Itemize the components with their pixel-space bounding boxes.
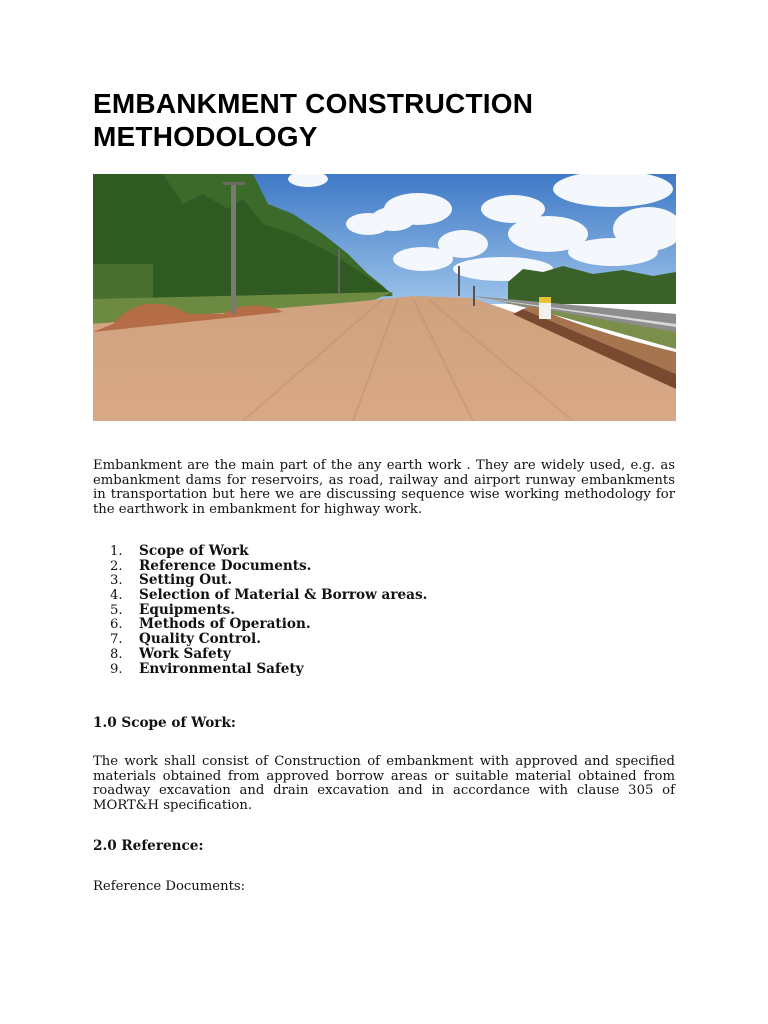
list-number: 7. bbox=[110, 632, 123, 648]
list-label: Reference Documents. bbox=[139, 557, 312, 574]
list-label: Selection of Material & Borrow areas. bbox=[139, 587, 428, 604]
scope-paragraph: The work shall consist of Construction of embankment with approved and specified materials obtained from approved borrow areas or suitable material obtained from roadway excavation and drain excavation and in accordance with clause 305 of MORT&H specification. bbox=[93, 754, 675, 814]
list-number: 2. bbox=[110, 558, 123, 574]
list-number: 9. bbox=[110, 661, 123, 677]
list-item bbox=[110, 662, 427, 677]
list-number: 6. bbox=[110, 617, 123, 633]
scope-heading: 1.0 Scope of Work: bbox=[93, 715, 236, 731]
list-label: Work Safety bbox=[139, 645, 231, 662]
road-construction-photo bbox=[93, 174, 676, 421]
list-item bbox=[110, 573, 427, 588]
page-title bbox=[93, 87, 653, 153]
list-label: Equipments. bbox=[139, 601, 235, 618]
list-item bbox=[110, 559, 427, 574]
intro-paragraph: Embankment are the main part of the any earth work . They are widely used, e.g. as embankment dams for reservoirs, as road, railway and airport runway embankments in transportation but here we are discussing sequence wise working methodology for the earthwork in embankment for highway work. bbox=[93, 458, 675, 518]
list-label: Quality Control. bbox=[139, 631, 261, 648]
list-item bbox=[110, 588, 427, 603]
list-number: 8. bbox=[110, 646, 123, 662]
list-item bbox=[110, 544, 427, 559]
list-number: 3. bbox=[110, 573, 123, 589]
list-label: Scope of Work bbox=[139, 543, 249, 559]
list-item bbox=[110, 603, 427, 618]
title-line-1: EMBANKMENT CONSTRUCTION bbox=[93, 88, 534, 119]
list-label: Methods of Operation. bbox=[139, 616, 311, 633]
contents-list bbox=[110, 544, 427, 676]
list-number: 4. bbox=[110, 588, 123, 604]
list-item bbox=[110, 632, 427, 647]
list-number: 1. bbox=[110, 544, 123, 559]
reference-heading: 2.0 Reference: bbox=[93, 838, 204, 854]
list-item bbox=[110, 647, 427, 662]
list-item bbox=[110, 617, 427, 632]
list-label: Setting Out. bbox=[139, 572, 233, 589]
reference-documents-text: Reference Documents: bbox=[93, 879, 246, 894]
title-line-2: METHODOLOGY bbox=[93, 121, 318, 152]
list-number: 5. bbox=[110, 602, 123, 618]
list-label: Environmental Safety bbox=[139, 660, 304, 677]
